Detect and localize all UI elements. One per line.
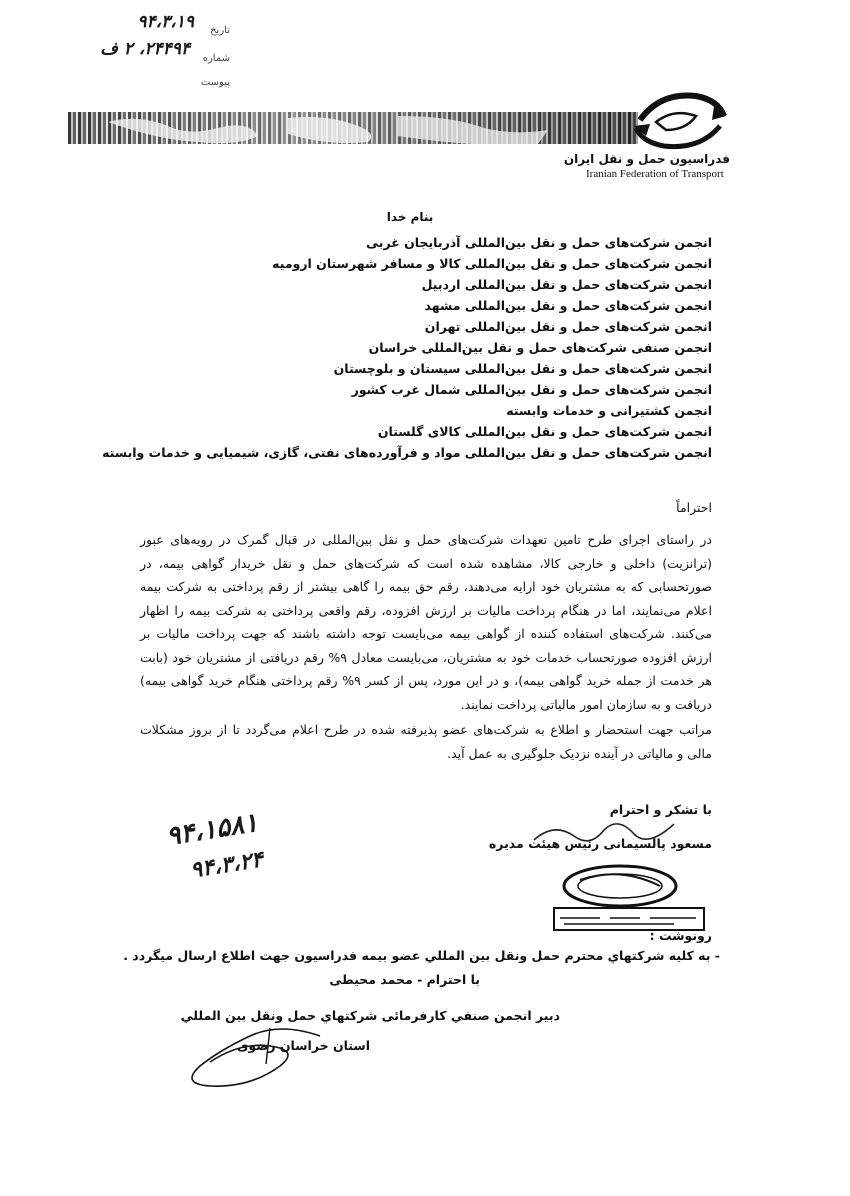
letterhead-banner <box>68 112 638 144</box>
cc-text: - به کلیه شرکتهاي محترم حمل ونقل بین المللي عضو بیمه فدراسیون جهت اطلاع ارسال میگردد . <box>123 948 720 963</box>
recipient-line: انجمن شرکت‌های حمل و نقل بین‌المللی شمال غرب کشور <box>351 382 712 397</box>
cc-province: استان خراسان رضوی <box>236 1038 370 1053</box>
recipient-line: انجمن شرکت‌های حمل و نقل بین‌المللی تهران <box>424 319 712 334</box>
number-row <box>203 46 230 65</box>
number-label: شماره <box>202 53 230 64</box>
handwritten-reg-date: ۹۴،۳،۲۴ <box>188 846 265 884</box>
date-value: ۹۴،۳،۱۹ <box>137 12 194 32</box>
letter-title: بنام خدا <box>386 210 434 224</box>
greeting: احتراماً <box>676 500 712 515</box>
recipient-list <box>102 232 712 463</box>
closing-text: با تشکر و احترام <box>609 802 712 817</box>
body-paragraph-1: در راستای اجرای طرح تامین تعهدات شرکت‌های حمل و نقل بین‌المللی در قبال گمرک در رویه‌های عبور (ترانزیت) داخلی و خارجی کالا، مشاهده شده است که شرکت‌های حمل و نقل خریدار گواهی بیمه، در صورتحسابی که به مشتریان خود ارایه می‌دهند، رقم حق بیمه را گاهی بیشتر از رقم پرداختی به شرکت بیمه اعلام می‌نمایند، اما در هنگام پرداخت مالیات بر ارزش افزوده، رقم واقعی پرداختی به شرکت بیمه را اظهار می‌کنند. شرکت‌های استفاده کننده از گواهی بیمه می‌بایست توجه داشته باشند که جهت پرداخت مالیات بر ارزش افزوده صورتحساب خدمات خود به مشتریان، می‌بایست معادل ۹% رقم دریافتی از مشتریان خود (بابت هر خدمت از جمله خرید گواهی بیمه)، و در این مورد، پس از کسر ۹% رقم پرداختی هنگام خرید گواهی بیمه) دریافت و به سازمان امور مالیاتی پرداخت نمایند. <box>140 532 712 712</box>
recipient-line: انجمن شرکت‌های حمل و نقل بین‌المللی آذربایجان غربی <box>366 235 712 250</box>
date-label: تاریخ <box>210 25 230 36</box>
official-stamp <box>540 858 710 938</box>
cc-signer-title: دبیر انجمن صنفي کارفرمائی شرکتهاي حمل ونقل بین المللي <box>180 1008 560 1023</box>
world-map-graphic <box>68 112 638 144</box>
handwritten-reg-number: ۹۴،۱۵۸۱ <box>164 807 260 853</box>
recipient-line: انجمن شرکت‌های حمل و نقل بین‌المللی کالای گلستان <box>377 424 712 439</box>
recipient-line: انجمن صنفی شرکت‌های حمل و نقل بین‌المللی خراسان <box>368 340 712 355</box>
federation-logo-icon <box>630 86 730 154</box>
org-name-en: Iranian Federation of Transport <box>586 168 724 180</box>
attachment-row <box>201 70 230 89</box>
signatory-name: مسعود پالسیمانی رئیس هیئت مدیره <box>488 836 712 851</box>
recipient-line: انجمن شرکت‌های حمل و نقل بین‌المللی سیستان و بلوچستان <box>333 361 712 376</box>
recipient-line: انجمن شرکت‌های حمل و نقل بین‌المللی مشهد <box>424 298 712 313</box>
cc-label: رونوشت : <box>649 928 712 943</box>
attachment-label: پیوست <box>200 77 230 88</box>
body-paragraph-2: مراتب جهت استحضار و اطلاع به شرکت‌های عضو پذیرفته شده در طرح اعلام می‌گردد تا از بروز مشکلات مالی و مالیاتی در آینده نزدیک جلوگیری به عمل آید. <box>140 722 712 761</box>
date-row <box>210 18 230 37</box>
secretary-signature <box>170 1020 330 1090</box>
letter-meta <box>80 12 230 88</box>
recipient-line: انجمن کشتیرانی و خدمات وابسته <box>506 403 712 418</box>
org-name-fa: فدراسیون حمل و نقل ایران <box>563 152 730 166</box>
recipient-line: انجمن شرکت‌های حمل و نقل بین‌المللی اردبیل <box>421 277 712 292</box>
signature-mark <box>530 818 680 848</box>
recipient-line: انجمن شرکت‌های حمل و نقل بین‌المللی کالا و مسافر شهرستان ارومیه <box>272 256 712 271</box>
cc-regards: با احترام - محمد محیطی <box>329 972 480 987</box>
number-value: ۲۴۴۹۴، ۲ ف <box>100 39 190 59</box>
recipient-line: انجمن شرکت‌های حمل و نقل بین‌المللی مواد و فرآورده‌های نفتی، گازی، شیمیایی و خدمات وابسته <box>102 445 712 460</box>
